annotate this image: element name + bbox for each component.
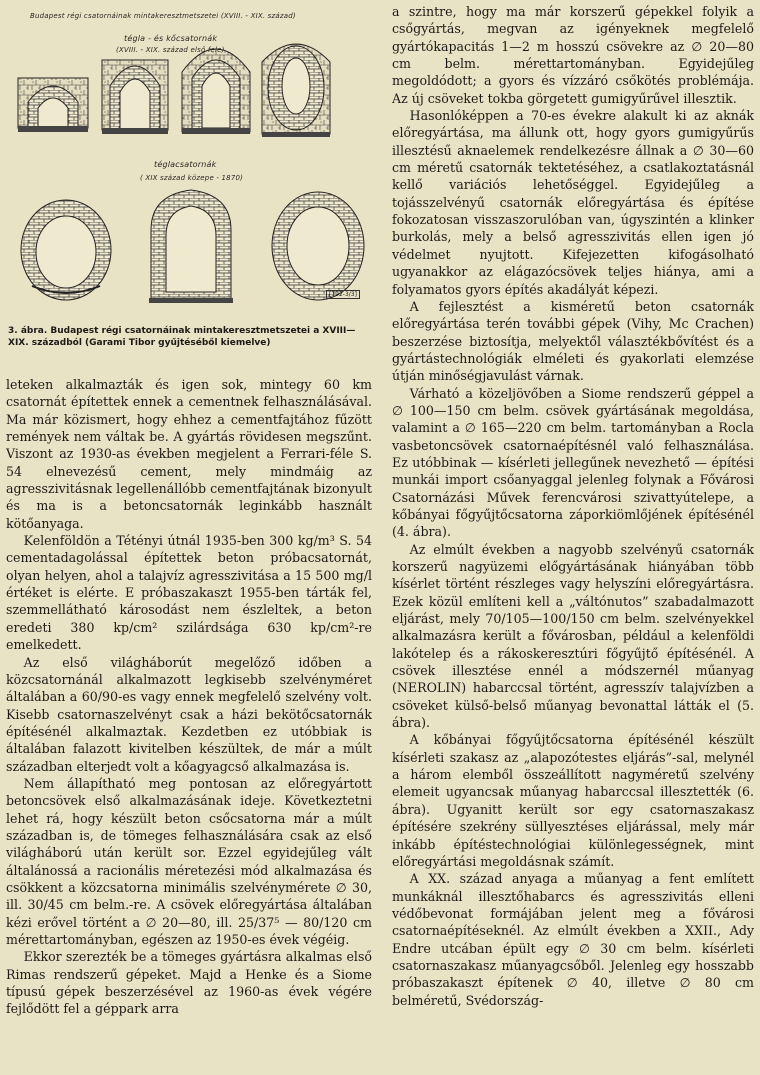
brick-sub: ( XIX század közepe - 1870) [140, 174, 244, 182]
paragraph: A kőbányai főgyűjtőcsatorna építésénél készült kísérleti szakasz az „alapozótestes eljárás”-sal, melynél a három elemből összeállított nagyméretű szelvény elemeit ugyancsak műanyag habarccsal illesztették (6. ábra). Ugyanitt került sor egy csatornaszakasz építésére szekrény süllyesztéses eljárással, mely már inkább építéstechnológiai különlegességnek, mint előregyártási megoldásnak számít. [392, 732, 754, 869]
paragraph: Hasonlóképpen a 70-es évekre alakult ki az aknák előregyártása, ma állunk ott, hogy gyors gumigyűrűs illesztésű aknaelemek rendelkezésre állnak a ∅ 30—60 cm méretű csatornák tektetéséhez, a csatlakoztatásnál kellő variációs lehetőséggel. Egyidejűleg a tojásszelvényű csatornák előregyártása és építése fokozatosan visszaszorulóban van, úgyszintén a klinker burkolás, mely a belső agresszivitás ellen igen jó védelmet nyujtott. Kifejezetten kifogásolható ugyanakkor az elágazócsövek teljes hiánya, ami a folyamatos gyors építés akadályát képezi. [392, 108, 754, 297]
paragraph: Nem állapítható meg pontosan az előregyártott betoncsövek első alkalmazásának ideje. Következtetni lehet rá, hogy készült beton csőcsatorna már a múlt században is, de tömeges felhasználására csak az első világháború után került sor. Ezzel egyidejűleg vált általánossá a racionális méretezési mód alkalmazása és csökkent a közcsatorna minimális szelvénymérete ∅ 30, ill. 30/45 cm belm.-re. A csövek előregyártása általában kézi erővel történt a ∅ 20—80, ill. 25/37⁵ — 80/120 cm mérettartományban, egészen az 1950-es évek végéig. [6, 775, 372, 947]
brick-stone-sub: (XVIII. - XIX. század első fele) [116, 46, 225, 54]
figure-caption: 3. ábra. Budapest régi csatornáinak mintakeresztmetszetei a XVIII—XIX. századból (Garami Tibor gyűjtéséből kiemelve) [8, 326, 356, 348]
section-3 [182, 49, 250, 134]
paragraph: leteken alkalmazták és igen sok, mintegy 60 km csatornát építettek ennek a cementnek felhasználásával. Ma már közismert, hogy ehhez a cementfajtához fűzött remények nem váltak be. A gyártás rövidesen megszűnt. Viszont az 1930-as években megjelent a Ferrari-féle S. 54 elnevezésű cement, mely mindmáig az agresszivitásnak legellenállóbb cementfajtának bizonyult és ma is a betoncsatornák leginkább használt kötőanyaga. [6, 377, 372, 531]
paragraph: Várható a közeljövőben a Siome rendszerű géppel a ∅ 100—150 cm belm. csövek gyártásának megoldása, valamint a ∅ 165—220 cm belm. tartományban a Rocla vasbetoncsövek csatornaépítésnél való felhasználása. Ez utóbbinak — kísérleti jellegűnek nevezhető — építési munkái import csőanyaggal jelenleg folynak a Fővárosi Csatornázási Művek ferencvárosi szivattyútelepe, a kőbányai főgyűjtőcsatorna záporkiömlőjének építésénél (4. ábra). [392, 385, 754, 540]
figure-3 [6, 0, 372, 375]
figure-code: [192-3/3] [326, 290, 360, 299]
brick-label: téglacsatornák [154, 160, 217, 169]
right-body-text [392, 3, 754, 1009]
paragraph: A XX. század anyaga a műanyag a fent említett munkáknál illesztőhabarcs és agresszivitás elleni védőbevonat formájában jelent meg a fővárosi csatornaépítéseknél. Az elmúlt években a XXII., Ady Endre utcában épült egy ∅ 30 cm belm. kísérleti csatornaszakasz műanyagcsőből. Jelenleg egy hosszabb próbaszakaszt építenek ∅ 40, illetve ∅ 80 cm belméretű, Svédország- [392, 871, 754, 1008]
left-column [6, 0, 372, 1017]
paragraph: a szintre, hogy ma már korszerű gépekkel folyik a csőgyártás, megvan az igényeknek megfelelő gyártókapacitás 1—2 m hosszú csövekre az ∅ 20—80 cm belm. mérettartományban. Egyidejűleg megoldódott; a gyors és vízzáró csőkötés problémája. Az új csöveket tokba görgetett gumigyűrűvel illesztik. [392, 4, 754, 106]
paragraph: A fejlesztést a kisméretű beton csatornák előregyártása terén további gépek (Vihy, Mc Crachen) beszerzése biztosítja, melyektől választékbővítést és a gyártástechnológiák elméleti és gyakorlati elemzése útján minőségjavulást várnak. [392, 298, 754, 384]
brick-stone-label: tégla - és kőcsatornák [124, 34, 218, 43]
paragraph: Az első világháborút megelőző időben a közcsatornánál alkalmazott legkisebb szelvényméret általában a 60/90-es vagy ennek megfelelő szelvény volt. Kisebb csatornaszelvényt csak a házi bekötőcsatornák építésénél alkalmaztak. Kezdetben ez utóbbiak is általában falazott kivitelben készültek, de már a múlt században elterjedt volt a kőagyagcső alkalmazása is. [6, 654, 372, 774]
left-body-text [6, 376, 372, 1018]
section-5 [21, 200, 111, 300]
paragraph: Kelenföldön a Tétényi útnál 1935-ben 300 kg/m³ S. 54 cementadagolással építettek beton próbacsatornát, olyan helyen, ahol a talajvíz agresszivitása a 15 500 mg/l értéket is elérte. E próbaszakaszt 1955-ben tárták fel, szemmellátható károsodást nem észleltek, a beton eredeti 380 kp/cm² szilárdsága 630 kp/cm²-re emelkedett. [6, 533, 372, 653]
figure-top-caption: Budapest régi csatornáinak mintakeresztmetszetei (XVIII. - XIX. század) [30, 12, 296, 20]
section-7 [272, 192, 364, 300]
section-2 [102, 60, 168, 134]
section-4 [262, 44, 330, 137]
section-6 [149, 190, 233, 303]
paragraph: Ekkor szerezték be a tömeges gyártásra alkalmas első Rimas rendszerű gépeket. Majd a Henke és a Siome típusú gépek beszerzésével az 1960-as évek végére fejlődött fel a géppark arra [6, 949, 372, 1017]
paragraph: Az elmúlt években a nagyobb szelvényű csatornák korszerű nagyüzemi előgyártásának hiányában több kísérlet történt részleges vagy helyszíni előregyártásra. Ezek közül említeni kell a „váltónutos” szabadalmazott eljárást, mely 70/105—100/150 cm belm. szelvényekkel alkalmazásra került a fővárosban, például a kelenföldi lakótelep és a rákoskeresztúri főgyűjtő építésénél. A csövek illesztése ennél a módszernél műanyag (NEROLIN) habarccsal történt, agresszív talajvízben a csöveket külső-belső műanyag bevonattal látták el (5. ábra). [392, 541, 754, 731]
section-1 [18, 78, 88, 132]
